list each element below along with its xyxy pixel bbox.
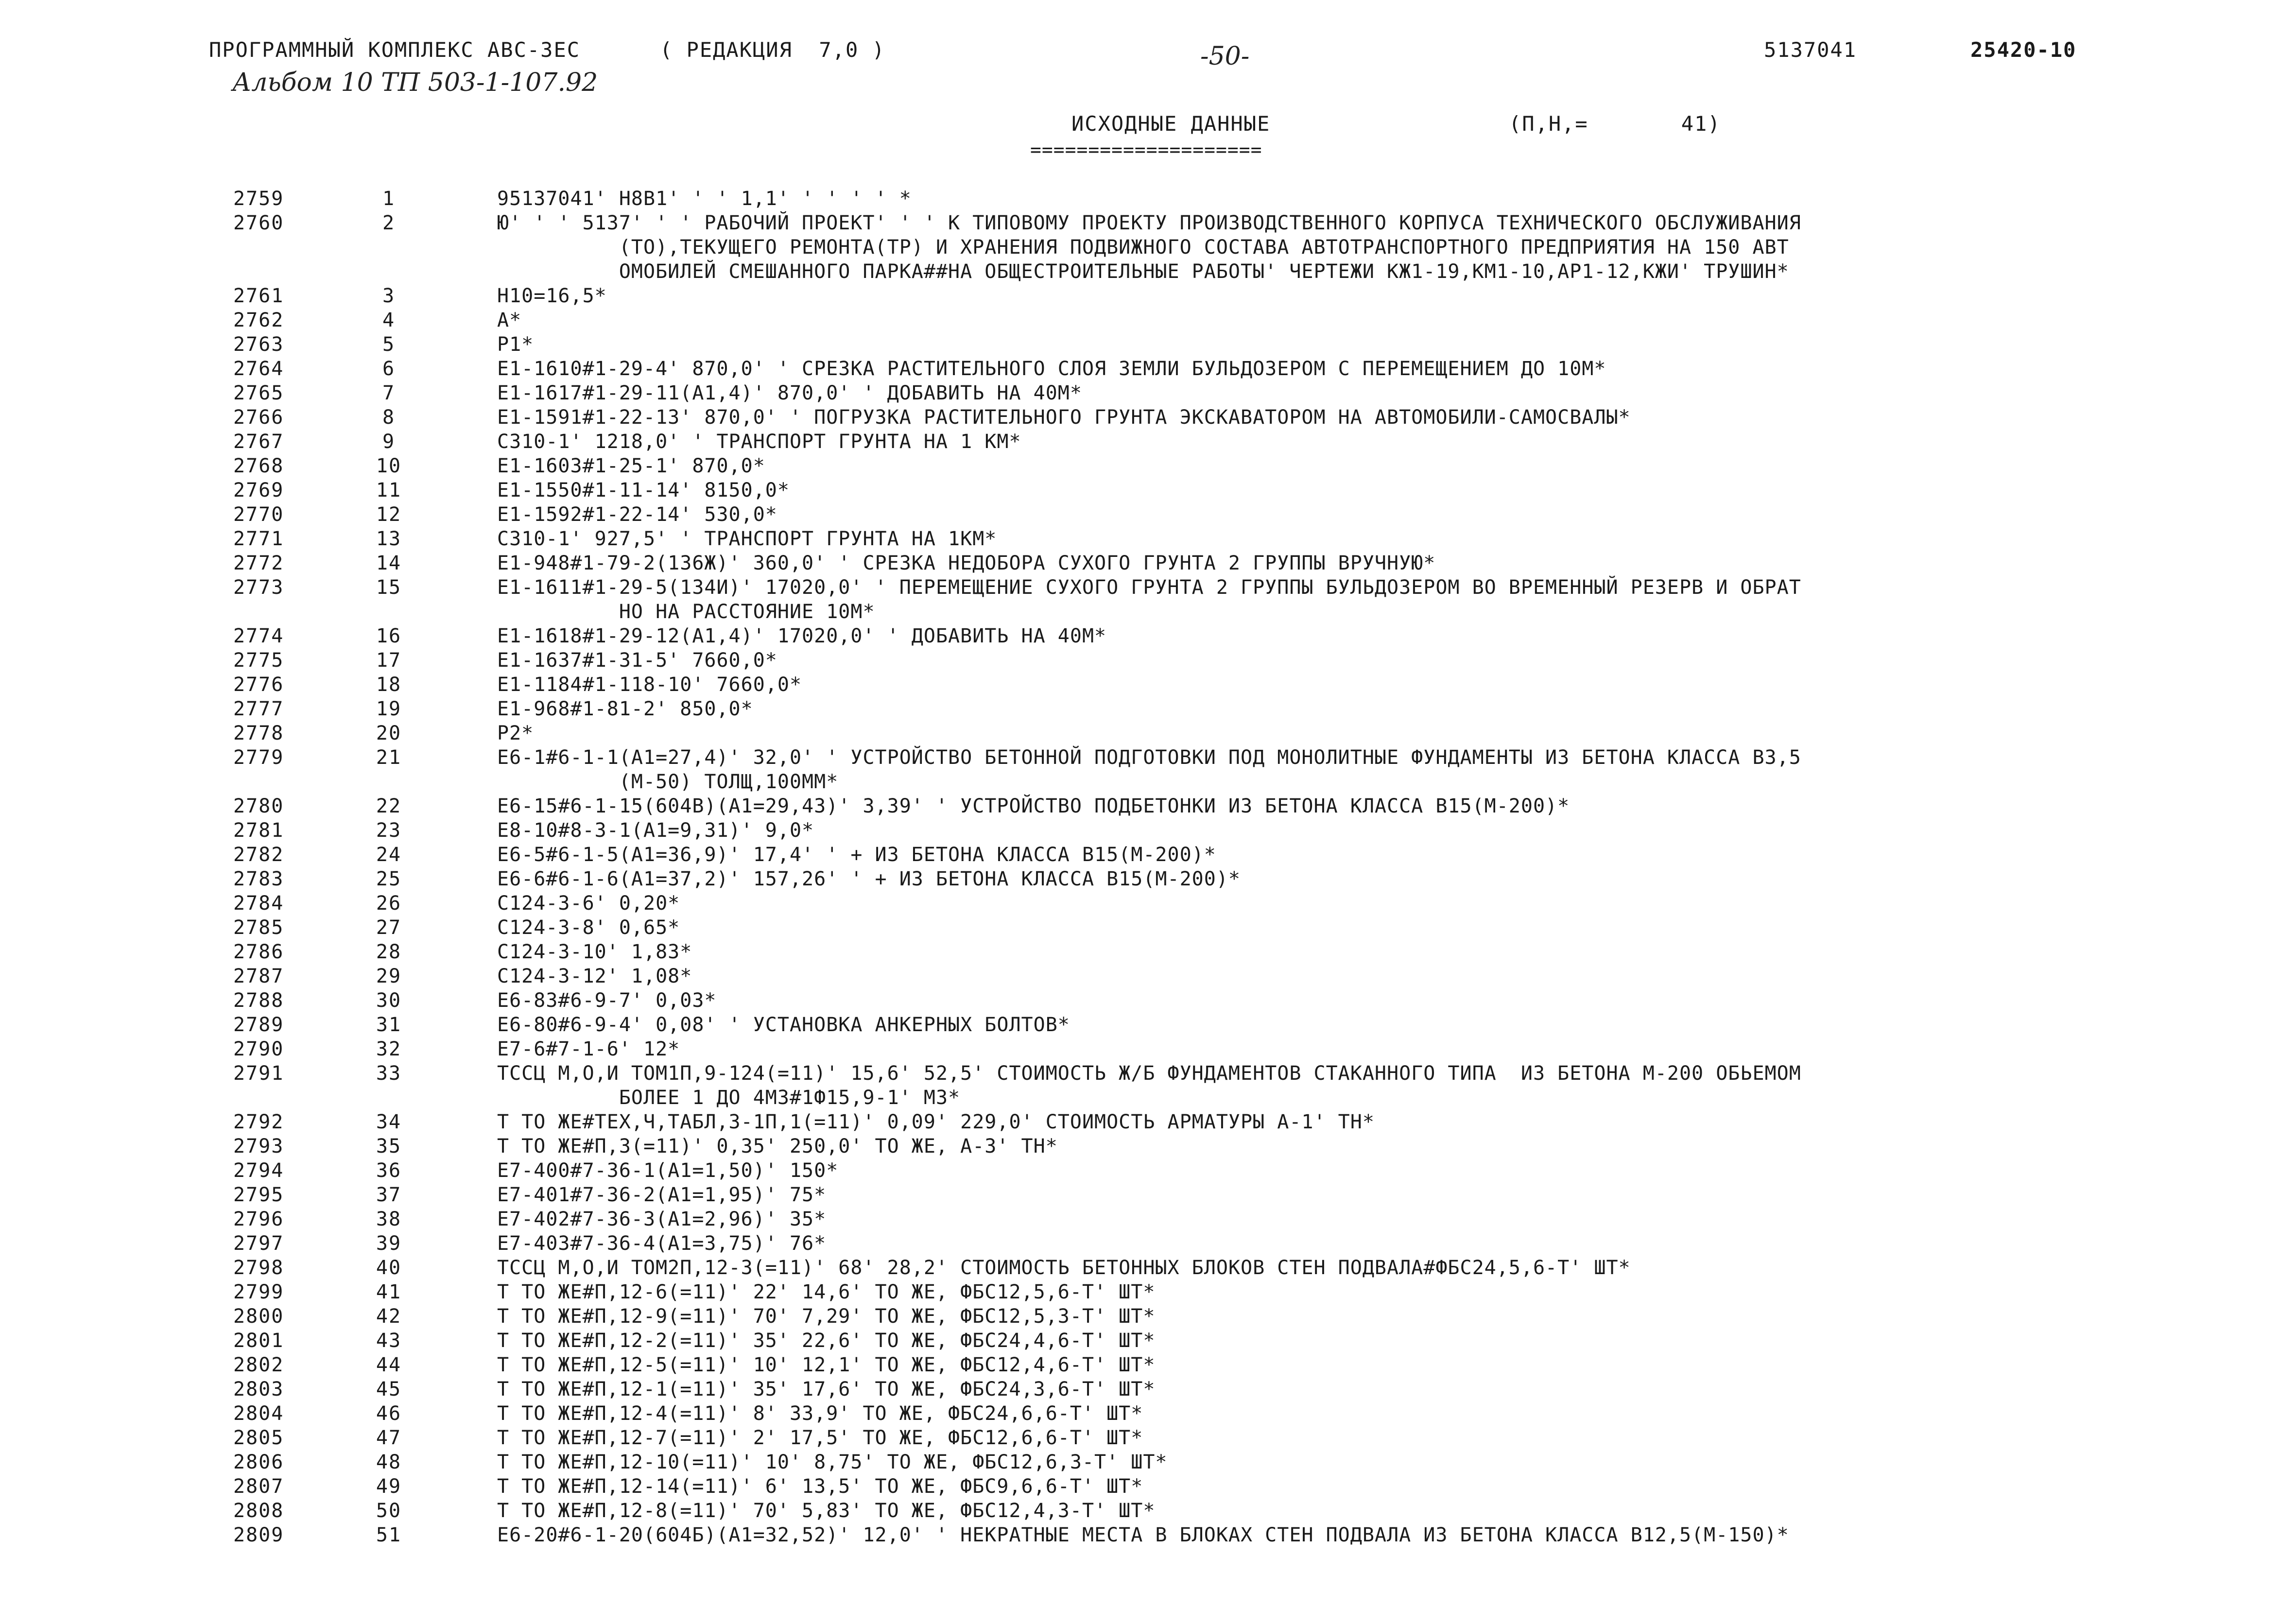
line-number: 2781 [233,819,284,842]
record-text: С124-3-10' 1,83* [497,941,692,963]
line-number: 2760 [233,212,284,234]
record-text: Е6-80#6-9-4' 0,08' ' УСТАНОВКА АНКЕРНЫХ БОЛТОВ* [497,1014,1070,1036]
listing-row [0,624,2296,648]
line-number: 2798 [233,1257,284,1279]
listing-row [0,478,2296,502]
record-text: Р1* [497,333,534,356]
record-text: Е1-968#1-81-2' 850,0* [497,698,753,720]
sequence-number: 26 [376,892,402,915]
listing-row [0,794,2296,818]
record-text: ОМОБИЛЕЙ СМЕШАННОГО ПАРКА##НА ОБЩЕСТРОИТЕЛЬНЫЕ РАБОТЫ' ЧЕРТЕЖИ КЖ1-19,КМ1-10,АР1-12,КЖИ' ТРУШИН* [497,260,1789,283]
line-number: 2808 [233,1500,284,1522]
line-number: 2771 [233,528,284,550]
listing-row [0,1353,2296,1377]
listing-row [0,575,2296,624]
record-text: Т ТО ЖЕ#ТЕХ,Ч,ТАБЛ,3-1П,1(=11)' 0,09' 229,0' СТОИМОСТЬ АРМАТУРЫ А-1' ТН* [497,1111,1375,1133]
sequence-number: 41 [376,1281,402,1303]
sequence-number: 12 [376,503,402,526]
record-text: Е1-1617#1-29-11(А1,4)' 870,0' ' ДОБАВИТЬ НА 40М* [497,382,1082,404]
listing-row [0,721,2296,745]
listing-row [0,1231,2296,1256]
line-number: 2761 [233,285,284,307]
sequence-number: 18 [376,674,402,696]
record-text: Е6-20#6-1-20(604Б)(А1=32,52)' 12,0' ' НЕКРАТНЫЕ МЕСТА В БЛОКАХ СТЕН ПОДВАЛА ИЗ БЕТОНА КЛАССА В12,5(М-150)* [497,1524,1789,1546]
sequence-number: 40 [376,1257,402,1279]
record-text: Т ТО ЖЕ#П,12-5(=11)' 10' 12,1' ТО ЖЕ, ФБС12,4,6-Т' ШТ* [497,1354,1156,1376]
sequence-number: 22 [376,795,402,817]
sequence-number: 25 [376,868,402,890]
record-text: Р2* [497,722,534,744]
line-number: 2787 [233,965,284,987]
sequence-number: 47 [376,1427,402,1449]
record-text: (ТО),ТЕКУЩЕГО РЕМОНТА(ТР) И ХРАНЕНИЯ ПОДВИЖНОГО СОСТАВА АВТОТРАНСПОРТНОГО ПРЕДПРИЯТИЯ НА 150 АВТ [497,236,1789,259]
sequence-number: 49 [376,1475,402,1498]
line-number: 2777 [233,698,284,720]
sequence-number: 42 [376,1305,402,1328]
listing-row [0,1183,2296,1207]
listing-row [0,1450,2296,1474]
line-number: 2769 [233,479,284,501]
listing-row [0,1158,2296,1183]
record-text: Е1-1591#1-22-13' 870,0' ' ПОГРУЗКА РАСТИТЕЛЬНОГО ГРУНТА ЭКСКАВАТОРОМ НА АВТОМОБИЛИ-САМОСВАЛЫ* [497,406,1631,429]
line-number: 2794 [233,1159,284,1182]
sequence-number: 37 [376,1184,402,1206]
sequence-number: 6 [382,358,396,380]
listing-row [0,381,2296,405]
line-number: 2805 [233,1427,284,1449]
sequence-number: 51 [376,1524,402,1546]
line-number: 2786 [233,941,284,963]
sequence-number: 11 [376,479,402,501]
line-number: 2804 [233,1402,284,1425]
record-text: (М-50) ТОЛЩ,100ММ* [497,771,839,793]
line-number: 2796 [233,1208,284,1230]
listing-row [0,1256,2296,1280]
sequence-number: 9 [382,431,396,453]
program-name: ПРОГРАММНЫЙ КОМПЛЕКС АВС-3ЕС [209,38,581,62]
sequence-number: 19 [376,698,402,720]
line-number: 2770 [233,503,284,526]
line-number: 2792 [233,1111,284,1133]
sequence-number: 13 [376,528,402,550]
record-text: БОЛЕЕ 1 ДО 4М3#1Ф15,9-1' М3* [497,1087,961,1109]
record-text: Е6-1#6-1-1(А1=27,4)' 32,0' ' УСТРОЙСТВО БЕТОННОЙ ПОДГОТОВКИ ПОД МОНОЛИТНЫЕ ФУНДАМЕНТЫ ИЗ БЕТОНА КЛАССА В3,5 [497,746,1801,769]
record-text: Т ТО ЖЕ#П,12-7(=11)' 2' 17,5' ТО ЖЕ, ФБС12,6,6-Т' ШТ* [497,1427,1143,1449]
sequence-number: 20 [376,722,402,744]
record-text: Е1-1611#1-29-5(134И)' 17020,0' ' ПЕРЕМЕЩЕНИЕ СУХОГО ГРУНТА 2 ГРУППЫ БУЛЬДОЗЕРОМ ВО ВРЕМЕННЫЙ РЕЗЕРВ И ОБРАТ [497,576,1801,599]
listing-row [0,284,2296,308]
listing-row [0,891,2296,916]
listing-row [0,357,2296,381]
record-text: 95137041' Н8В1' ' ' 1,1' ' ' ' ' * [497,188,912,210]
sequence-number: 7 [382,382,396,404]
listing-row [0,648,2296,673]
record-text: Ю' ' ' 5137' ' ' РАБОЧИЙ ПРОЕКТ' ' ' К ТИПОВОМУ ПРОЕКТУ ПРОИЗВОДСТВЕННОГО КОРПУСА ТЕХНИЧЕСКОГО ОБСЛУЖИВАНИЯ [497,212,1801,234]
line-number: 2764 [233,358,284,380]
line-number: 2800 [233,1305,284,1328]
line-number: 2776 [233,674,284,696]
sequence-number: 39 [376,1232,402,1255]
page-reference: (П,Н,= 41) [1509,112,1721,136]
record-text: Т ТО ЖЕ#П,12-8(=11)' 70' 5,83' ТО ЖЕ, ФБС12,4,3-Т' ШТ* [497,1500,1156,1522]
line-number: 2778 [233,722,284,744]
line-number: 2775 [233,649,284,672]
line-number: 2779 [233,746,284,769]
sequence-number: 14 [376,552,402,574]
listing-row [0,1329,2296,1353]
listing-row [0,1474,2296,1499]
line-number: 2791 [233,1062,284,1085]
listing-row [0,1523,2296,1547]
record-text: Е7-402#7-36-3(А1=2,96)' 35* [497,1208,827,1230]
record-text: Н10=16,5* [497,285,607,307]
line-number: 2782 [233,844,284,866]
record-text: Е1-1637#1-31-5' 7660,0* [497,649,777,672]
sequence-number: 10 [376,455,402,477]
listing-row [0,988,2296,1013]
record-text: НО НА РАССТОЯНИЕ 10М* [497,601,875,623]
sequence-number: 38 [376,1208,402,1230]
record-text: С124-3-8' 0,65* [497,916,680,939]
record-text: Е7-401#7-36-2(А1=1,95)' 75* [497,1184,827,1206]
sequence-number: 46 [376,1402,402,1425]
line-number: 2765 [233,382,284,404]
listing-row [0,697,2296,721]
listing-row [0,551,2296,575]
sequence-number: 31 [376,1014,402,1036]
listing-row [0,430,2296,454]
line-number: 2807 [233,1475,284,1498]
line-number: 2797 [233,1232,284,1255]
sequence-number: 24 [376,844,402,866]
listing-row [0,1426,2296,1450]
record-text: Е6-5#6-1-5(А1=36,9)' 17,4' ' + ИЗ БЕТОНА КЛАССА В15(М-200)* [497,844,1216,866]
sequence-number: 28 [376,941,402,963]
sequence-number: 33 [376,1062,402,1085]
line-number: 2788 [233,989,284,1012]
record-text: Е8-10#8-3-1(А1=9,31)' 9,0* [497,819,814,842]
listing-row [0,916,2296,940]
record-text: ТССЦ М,О,И ТОМ1П,9-124(=11)' 15,6' 52,5' СТОИМОСТЬ Ж/Б ФУНДАМЕНТОВ СТАКАННОГО ТИПА ИЗ БЕТОНА М-200 ОБЬЕМОМ [497,1062,1801,1085]
line-number: 2809 [233,1524,284,1546]
line-number: 2759 [233,188,284,210]
data-listing [0,187,2296,1547]
record-text: А* [497,309,522,331]
listing-row [0,745,2296,794]
sequence-number: 29 [376,965,402,987]
sequence-number: 16 [376,625,402,647]
listing-row [0,405,2296,430]
line-number: 2783 [233,868,284,890]
record-text: Е1-1610#1-29-4' 870,0' ' СРЕЗКА РАСТИТЕЛЬНОГО СЛОЯ ЗЕМЛИ БУЛЬДОЗЕРОМ С ПЕРЕМЕЩЕНИЕМ ДО 10М* [497,358,1606,380]
listing-row [0,1304,2296,1329]
sequence-number: 2 [382,212,396,234]
sequence-number: 30 [376,989,402,1012]
line-number: 2793 [233,1135,284,1158]
record-text: Т ТО ЖЕ#П,12-6(=11)' 22' 14,6' ТО ЖЕ, ФБС12,5,6-Т' ШТ* [497,1281,1156,1303]
record-text: Е1-1550#1-11-14' 8150,0* [497,479,790,501]
sequence-number: 21 [376,746,402,769]
record-text: С310-1' 927,5' ' ТРАНСПОРТ ГРУНТА НА 1КМ* [497,528,997,550]
record-text: Е1-1184#1-118-10' 7660,0* [497,674,802,696]
record-text: Т ТО ЖЕ#П,3(=11)' 0,35' 250,0' ТО ЖЕ, А-3' ТН* [497,1135,1058,1158]
line-number: 2784 [233,892,284,915]
line-number: 2790 [233,1038,284,1060]
sequence-number: 5 [382,333,396,356]
record-text: Е1-1603#1-25-1' 870,0* [497,455,765,477]
listing-row [0,1037,2296,1061]
listing-row [0,527,2296,551]
listing-row [0,818,2296,843]
listing-row [0,1499,2296,1523]
listing-row [0,1110,2296,1134]
sequence-number: 44 [376,1354,402,1376]
sequence-number: 27 [376,916,402,939]
line-number: 2768 [233,455,284,477]
record-text: Т ТО ЖЕ#П,12-2(=11)' 35' 22,6' ТО ЖЕ, ФБС24,4,6-Т' ШТ* [497,1330,1156,1352]
listing-row [0,332,2296,357]
sequence-number: 36 [376,1159,402,1182]
record-text: Е7-6#7-1-6' 12* [497,1038,680,1060]
record-text: Т ТО ЖЕ#П,12-10(=11)' 10' 8,75' ТО ЖЕ, ФБС12,6,3-Т' ШТ* [497,1451,1168,1473]
listing-row [0,964,2296,988]
line-number: 2806 [233,1451,284,1473]
sequence-number: 1 [382,188,396,210]
listing-row [0,940,2296,964]
listing-row [0,187,2296,211]
line-number: 2773 [233,576,284,599]
sequence-number: 43 [376,1330,402,1352]
edition-label: ( РЕДАКЦИЯ 7,0 ) [660,38,885,62]
listing-row [0,454,2296,478]
listing-row [0,211,2296,284]
record-text: ТССЦ М,О,И ТОМ2П,12-3(=11)' 68' 28,2' СТОИМОСТЬ БЕТОННЫХ БЛОКОВ СТЕН ПОДВАЛА#ФБС24,5,6-Т' ШТ* [497,1257,1631,1279]
line-number: 2801 [233,1330,284,1352]
listing-row [0,673,2296,697]
line-number: 2799 [233,1281,284,1303]
line-number: 2772 [233,552,284,574]
line-number: 2803 [233,1378,284,1400]
listing-row [0,1280,2296,1304]
record-text: С124-3-12' 1,08* [497,965,692,987]
sequence-number: 23 [376,819,402,842]
section-title: ИСХОДНЫЕ ДАННЫЕ [1071,112,1271,136]
listing-row [0,1061,2296,1110]
line-number: 2763 [233,333,284,356]
line-number: 2774 [233,625,284,647]
sequence-number: 4 [382,309,396,331]
document-code: 5137041 [1764,38,1857,62]
document-number: 25420-10 [1970,38,2077,62]
record-text: Е7-403#7-36-4(А1=3,75)' 76* [497,1232,827,1255]
line-number: 2802 [233,1354,284,1376]
sequence-number: 3 [382,285,396,307]
sequence-number: 34 [376,1111,402,1133]
listing-row [0,502,2296,527]
record-text: Е6-15#6-1-15(604В)(А1=29,43)' 3,39' ' УСТРОЙСТВО ПОДБЕТОНКИ ИЗ БЕТОНА КЛАССА В15(М-200)* [497,795,1570,817]
record-text: Е7-400#7-36-1(А1=1,50)' 150* [497,1159,839,1182]
listing-row [0,1207,2296,1231]
sequence-number: 45 [376,1378,402,1400]
record-text: Т ТО ЖЕ#П,12-14(=11)' 6' 13,5' ТО ЖЕ, ФБС9,6,6-Т' ШТ* [497,1475,1143,1498]
line-number: 2785 [233,916,284,939]
line-number: 2766 [233,406,284,429]
record-text: С124-3-6' 0,20* [497,892,680,915]
record-text: Е6-6#6-1-6(А1=37,2)' 157,26' ' + ИЗ БЕТОНА КЛАССА В15(М-200)* [497,868,1241,890]
line-number: 2767 [233,431,284,453]
line-number: 2789 [233,1014,284,1036]
listing-row [0,867,2296,891]
record-text: Е1-1618#1-29-12(А1,4)' 17020,0' ' ДОБАВИТЬ НА 40М* [497,625,1107,647]
sequence-number: 50 [376,1500,402,1522]
section-title-underline: ==================== [1030,139,1262,160]
listing-row [0,1134,2296,1158]
record-text: Т ТО ЖЕ#П,12-4(=11)' 8' 33,9' ТО ЖЕ, ФБС24,6,6-Т' ШТ* [497,1402,1143,1425]
listing-row [0,1401,2296,1426]
record-text: Е1-948#1-79-2(136Ж)' 360,0' ' СРЕЗКА НЕДОБОРА СУХОГО ГРУНТА 2 ГРУППЫ ВРУЧНУЮ* [497,552,1436,574]
record-text: Т ТО ЖЕ#П,12-9(=11)' 70' 7,29' ТО ЖЕ, ФБС12,5,3-Т' ШТ* [497,1305,1156,1328]
record-text: Е6-83#6-9-7' 0,03* [497,989,717,1012]
listing-row [0,1377,2296,1401]
record-text: С310-1' 1218,0' ' ТРАНСПОРТ ГРУНТА НА 1 КМ* [497,431,1021,453]
listing-row [0,1013,2296,1037]
line-number: 2780 [233,795,284,817]
album-reference: Альбом 10 ТП 503-1-107.92 [232,68,598,97]
line-number: 2795 [233,1184,284,1206]
record-text: Т ТО ЖЕ#П,12-1(=11)' 35' 17,6' ТО ЖЕ, ФБС24,3,6-Т' ШТ* [497,1378,1156,1400]
sequence-number: 32 [376,1038,402,1060]
listing-row [0,843,2296,867]
sequence-number: 35 [376,1135,402,1158]
record-text: Е1-1592#1-22-14' 530,0* [497,503,777,526]
sequence-number: 17 [376,649,402,672]
sequence-number: 48 [376,1451,402,1473]
page-number: -50- [1200,42,1250,71]
listing-row [0,308,2296,332]
sequence-number: 8 [382,406,396,429]
line-number: 2762 [233,309,284,331]
sequence-number: 15 [376,576,402,599]
